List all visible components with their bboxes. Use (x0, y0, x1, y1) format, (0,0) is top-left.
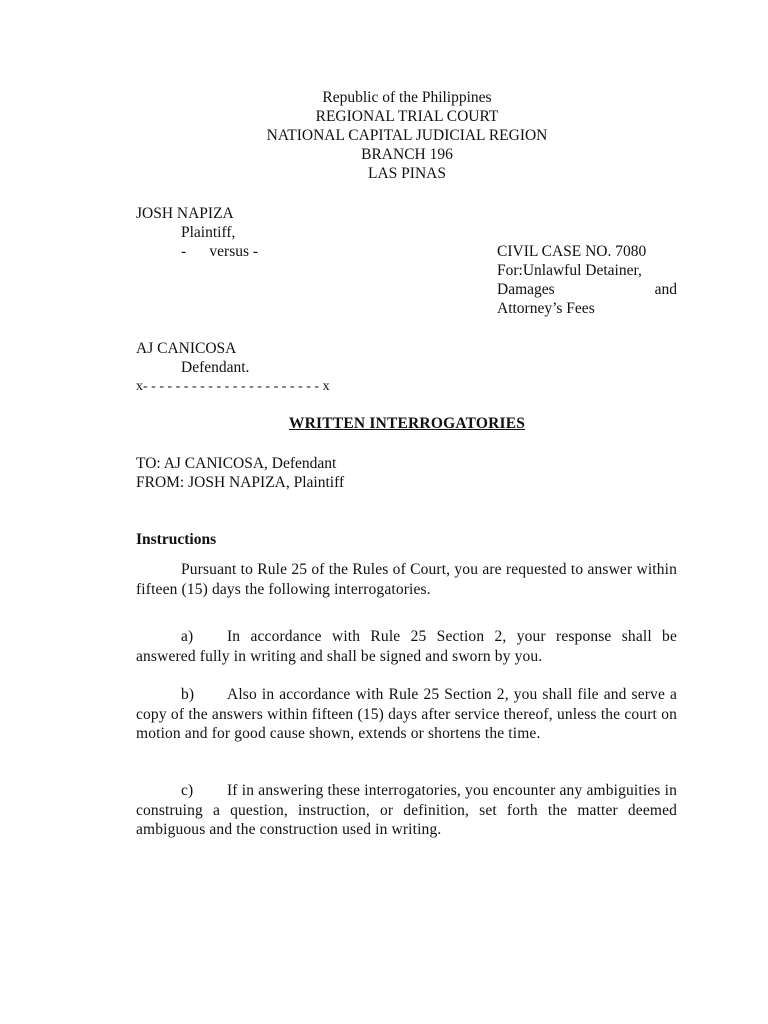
court-caption (0, 88, 768, 183)
defendant-name: AJ CANICOSA (136, 340, 237, 357)
document-title: WRITTEN INTERROGATORIES (288, 415, 526, 432)
item-c-text: If in answering these interrogatories, you encounter any ambiguities in construing a question, instruction, or definition, set forth the matter deemed ambiguous and the construction used in writing. (136, 782, 677, 838)
instruction-item-b (136, 685, 677, 744)
defendant-role: Defendant. (181, 359, 250, 376)
instructions-heading: Instructions (136, 531, 217, 548)
caption-branch: BRANCH 196 (361, 146, 453, 163)
case-info (497, 242, 677, 318)
case-nature-line3: Attorney’s Fees (497, 300, 595, 317)
instruction-item-a (136, 627, 677, 666)
instructions-intro (136, 560, 677, 599)
addressed-from: FROM: JOSH NAPIZA, Plaintiff (136, 474, 345, 491)
item-b-text: Also in accordance with Rule 25 Section 2, you shall file and serve a copy of the answers within fifteen (15) days after service thereof, unless the court on motion and for good cause shown, extends or shortens the time. (136, 686, 677, 742)
caption-separator: x- - - - - - - - - - - - - - - - - - - - - - x (136, 379, 330, 394)
caption-court-name: REGIONAL TRIAL COURT (315, 108, 499, 125)
addressed-to: TO: AJ CANICOSA, Defendant (136, 455, 337, 472)
plaintiff-name: JOSH NAPIZA (136, 205, 234, 222)
case-nature-and: and (654, 281, 677, 298)
item-a-marker: a) (181, 628, 194, 645)
case-nature-line2 (497, 280, 677, 299)
item-c-marker: c) (181, 782, 194, 799)
case-nature-line1: For:Unlawful Detainer, (497, 262, 642, 279)
caption-region: NATIONAL CAPITAL JUDICIAL REGION (266, 127, 548, 144)
item-b-marker: b) (181, 686, 195, 703)
intro-text: Pursuant to Rule 25 of the Rules of Court, you are requested to answer within fifteen (15) days the following interrogatories. (136, 561, 677, 598)
caption-city: LAS PINAS (368, 165, 446, 182)
caption-republic: Republic of the Philippines (322, 89, 492, 106)
item-a-text: In accordance with Rule 25 Section 2, your response shall be answered fully in writing and shall be signed and sworn by you. (136, 628, 677, 665)
case-nature-damages: Damages (497, 281, 555, 298)
case-number: CIVIL CASE NO. 7080 (497, 243, 647, 260)
versus-label: - versus - (181, 243, 259, 260)
instruction-item-c (136, 781, 677, 840)
plaintiff-role: Plaintiff, (181, 224, 236, 241)
